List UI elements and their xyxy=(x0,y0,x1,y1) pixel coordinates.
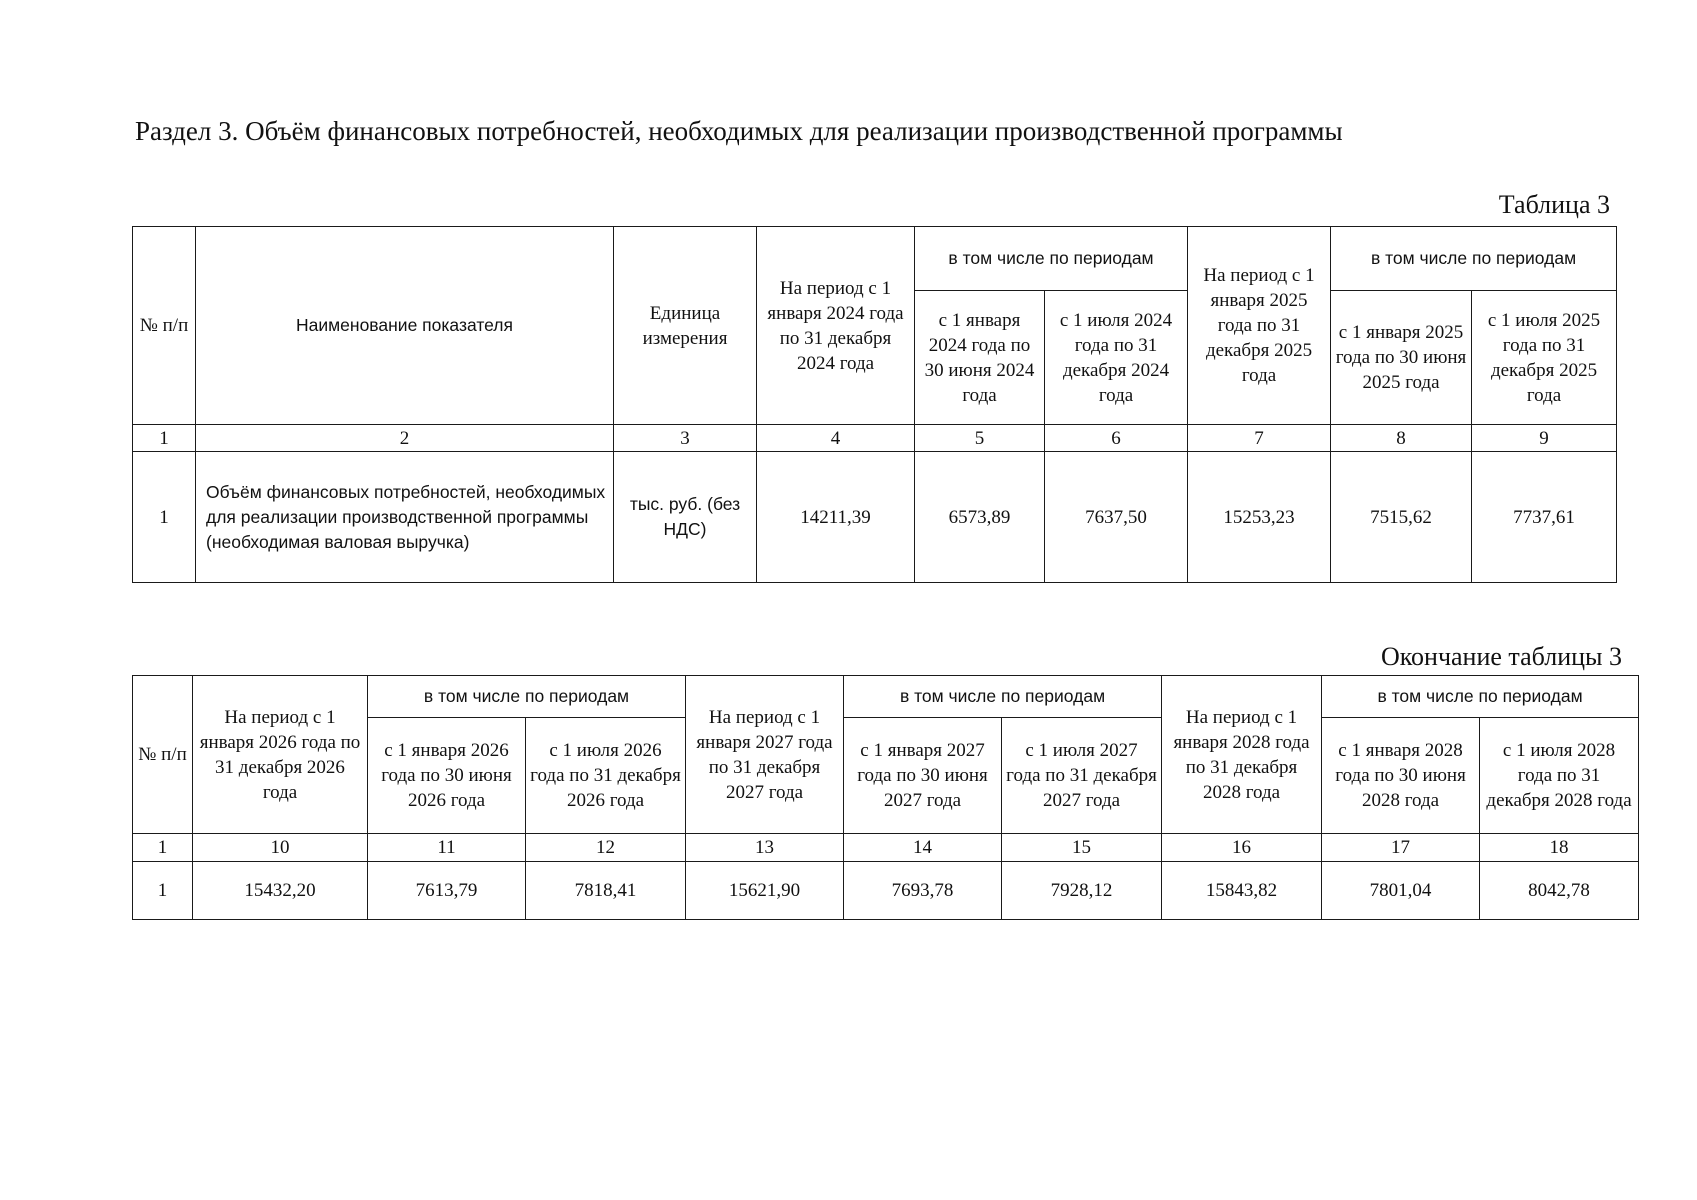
column-number: 7 xyxy=(1188,425,1331,452)
row-num: 1 xyxy=(133,452,196,583)
table-caption: Таблица 3 xyxy=(1498,190,1610,219)
column-number: 11 xyxy=(368,834,526,862)
header-subperiods-2024: в том числе по периодам xyxy=(915,227,1188,291)
header-num: № п/п xyxy=(133,227,196,425)
header-subperiods-2028: в том числе по периодам xyxy=(1322,676,1639,718)
column-number: 15 xyxy=(1002,834,1162,862)
value-cell: 15843,82 xyxy=(1162,862,1322,920)
column-number: 12 xyxy=(526,834,686,862)
column-number: 3 xyxy=(614,425,757,452)
value-cell: 15432,20 xyxy=(193,862,368,920)
row-unit: тыс. руб. (без НДС) xyxy=(614,452,757,583)
header-subperiods-2027: в том числе по периодам xyxy=(844,676,1162,718)
column-number: 10 xyxy=(193,834,368,862)
column-number: 13 xyxy=(686,834,844,862)
header-h2-2025: с 1 июля 2025 года по 31 декабря 2025 года xyxy=(1472,291,1617,425)
column-number: 14 xyxy=(844,834,1002,862)
column-number: 16 xyxy=(1162,834,1322,862)
header-period-2025: На период с 1 января 2025 года по 31 декабря 2025 года xyxy=(1188,227,1331,425)
header-h2-2024: с 1 июля 2024 года по 31 декабря 2024 года xyxy=(1045,291,1188,425)
column-number: 6 xyxy=(1045,425,1188,452)
table-row xyxy=(133,452,1617,583)
header-num: № п/п xyxy=(133,676,193,834)
column-number: 1 xyxy=(133,425,196,452)
column-number: 2 xyxy=(196,425,614,452)
value-cell: 8042,78 xyxy=(1480,862,1639,920)
header-h2-2026: с 1 июля 2026 года по 31 декабря 2026 года xyxy=(526,718,686,834)
column-number: 18 xyxy=(1480,834,1639,862)
column-number: 8 xyxy=(1331,425,1472,452)
header-period-2027: На период с 1 января 2027 года по 31 декабря 2027 года xyxy=(686,676,844,834)
header-period-2024: На период с 1 января 2024 года по 31 декабря 2024 года xyxy=(757,227,915,425)
header-period-2028: На период с 1 января 2028 года по 31 декабря 2028 года xyxy=(1162,676,1322,834)
value-cell: 7613,79 xyxy=(368,862,526,920)
value-cell: 15253,23 xyxy=(1188,452,1331,583)
table-continuation-caption: Окончание таблицы 3 xyxy=(1380,642,1622,671)
financial-needs-table xyxy=(132,226,1617,583)
header-h2-2028: с 1 июля 2028 года по 31 декабря 2028 года xyxy=(1480,718,1639,834)
value-cell: 7693,78 xyxy=(844,862,1002,920)
row-num: 1 xyxy=(133,862,193,920)
column-number: 9 xyxy=(1472,425,1617,452)
value-cell: 14211,39 xyxy=(757,452,915,583)
header-subperiods-2026: в том числе по периодам xyxy=(368,676,686,718)
header-name: Наименование показателя xyxy=(196,227,614,425)
financial-needs-table-continuation xyxy=(132,675,1639,920)
value-cell: 7801,04 xyxy=(1322,862,1480,920)
column-number: 1 xyxy=(133,834,193,862)
column-number: 5 xyxy=(915,425,1045,452)
column-number-row xyxy=(133,425,1617,452)
section-title: Раздел 3. Объём финансовых потребностей, необходимых для реализации производственной программы xyxy=(135,116,1343,146)
header-h1-2028: с 1 января 2028 года по 30 июня 2028 года xyxy=(1322,718,1480,834)
row-name: Объём финансовых потребностей, необходимых для реализации производственной программы (необходимая валовая выручка) xyxy=(196,452,614,583)
header-period-2026: На период с 1 января 2026 года по 31 декабря 2026 года xyxy=(193,676,368,834)
value-cell: 7928,12 xyxy=(1002,862,1162,920)
value-cell: 7737,61 xyxy=(1472,452,1617,583)
header-h1-2025: с 1 января 2025 года по 30 июня 2025 года xyxy=(1331,291,1472,425)
value-cell: 7637,50 xyxy=(1045,452,1188,583)
header-h1-2024: с 1 января 2024 года по 30 июня 2024 года xyxy=(915,291,1045,425)
table-row xyxy=(133,862,1639,920)
value-cell: 7818,41 xyxy=(526,862,686,920)
header-h1-2027: с 1 января 2027 года по 30 июня 2027 года xyxy=(844,718,1002,834)
value-cell: 6573,89 xyxy=(915,452,1045,583)
column-number: 17 xyxy=(1322,834,1480,862)
header-subperiods-2025: в том числе по периодам xyxy=(1331,227,1617,291)
value-cell: 15621,90 xyxy=(686,862,844,920)
header-unit: Единица измерения xyxy=(614,227,757,425)
column-number: 4 xyxy=(757,425,915,452)
header-h1-2026: с 1 января 2026 года по 30 июня 2026 года xyxy=(368,718,526,834)
value-cell: 7515,62 xyxy=(1331,452,1472,583)
column-number-row xyxy=(133,834,1639,862)
header-h2-2027: с 1 июля 2027 года по 31 декабря 2027 года xyxy=(1002,718,1162,834)
